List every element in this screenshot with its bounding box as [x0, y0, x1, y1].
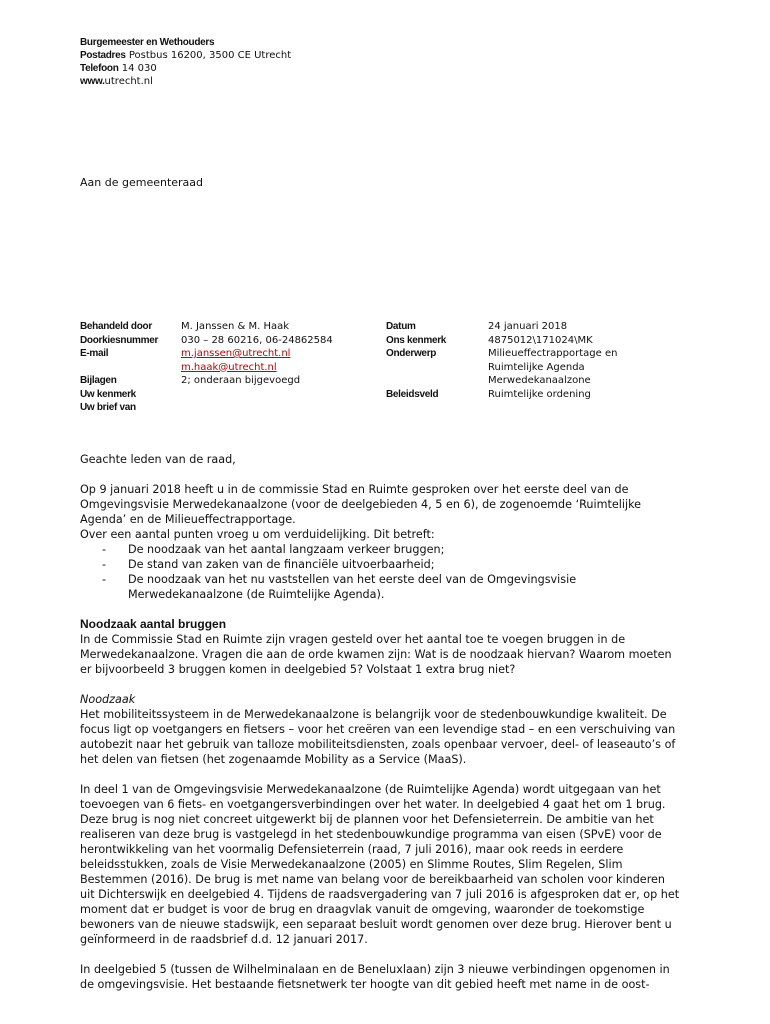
meta-label: Doorkiesnummer: [80, 334, 159, 346]
postadres-label: Postadres: [80, 50, 126, 61]
intro-paragraph: Op 9 januari 2018 heeft u in de commissie Stad en Ruimte gesproken over het eerste deel van de Omgevingsvisie Merwedekanaalzone (voor de deelgebieden 4, 5 en 6), de zogenoemde ‘Ruimtelijke Agenda’ en de Milieueffectrapportage.: [80, 483, 642, 526]
meta-row: [80, 361, 333, 375]
www-label: www.: [80, 76, 105, 87]
meta-value: 4875012\171024\MK: [488, 334, 593, 346]
meta-value: Milieueffectrapportage en Ruimtelijke Agenda Merwedekanaalzone: [488, 348, 618, 386]
meta-right-block: [386, 320, 638, 401]
list-item-text: De stand van zaken van de financiële uitvoerbaarheid;: [128, 558, 435, 571]
bullet-list: [80, 542, 680, 602]
paragraph: Het mobiliteitssysteem in de Merwedekanaalzone is belangrijk voor de stedenbouwkundige kwaliteit. De focus ligt op voetgangers en fietsers – voor het creëren van een levendige stad – en een verschuiving van autobezit naar het gebruik van talloze mobiliteitsdiensten, zoals openbaar vervoer, deel- of leaseauto’s of het delen van fietsen (het zogenaamde Mobility as a Service (MaaS).: [80, 708, 676, 766]
meta-label: Beleidsveld: [386, 388, 439, 400]
www-value: utrecht.nl: [104, 76, 153, 87]
salutation: Geachte leden van de raad,: [80, 453, 236, 466]
meta-value: 24 januari 2018: [488, 321, 568, 332]
paragraph: In deel 1 van de Omgevingsvisie Merwedekanaalzone (de Ruimtelijke Agenda) wordt uitgegaan van het toevoegen van 6 fiets- en voetgangersverbindingen over het water. In deelgebied 4 gaat het om 1 brug. Deze brug is nog niet concreet uitgewerkt bij de plannen voor het Defensieterrein. De ambitie van het realiseren van deze brug is vastgelegd in het stedenbouwkundige programma van eisen (SPvE) voor de herontwikkeling van het voormalig Defensieterrein (raad, 7 juli 2016), maar ook reeds in eerdere beleidsstukken, zoals de Visie Merwedekanaalzone (2005) en Slimme Routes, Slim Regelen, Slim Bestemmen (2016). De brug is met name van belang voor de bereikbaarheid van scholen voor kinderen uit Dichterswijk en deelgebied 4. Tijdens de raadsvergadering van 7 juli 2016 is afgesproken dat er, op het moment dat er budget is voor de brug en draagvlak vanuit de omgeving, waaronder de toekomstige bewoners van de nieuwe stadswijk, een separaat besluit wordt genomen over deze brug. Hierover bent u geïnformeerd in de raadsbrief d.d. 12 januari 2017.: [80, 783, 680, 946]
meta-label: Behandeld door: [80, 321, 152, 332]
meta-row: [80, 374, 333, 388]
meta-label: Datum: [386, 321, 416, 332]
meta-left-block: [80, 320, 333, 415]
email-link-haak[interactable]: m.haak@utrecht.nl: [181, 361, 277, 373]
paragraph: In deelgebied 5 (tussen de Wilhelminalaan en de Beneluxlaan) zijn 3 nieuwe verbindingen opgenomen in de omgevingsvisie. Het bestaande fietsnetwerk ter hoogte van dit gebied heeft met name in de oost-: [80, 963, 670, 991]
letter-body: [80, 452, 680, 992]
list-item-text: De noodzaak van het nu vaststellen van het eerste deel van de Omgevingsvisie Merwedekanaalzone (de Ruimtelijke Agenda).: [128, 573, 577, 601]
meta-row: [80, 388, 333, 402]
meta-label: Uw brief van: [80, 402, 136, 413]
meta-label: E-mail: [80, 348, 109, 359]
section-intro: In de Commissie Stad en Ruimte zijn vragen gesteld over het aantal toe te voegen bruggen in de Merwedekanaalzone. Vragen die aan de orde kwamen zijn: Wat is de noodzaak hiervan? Waarom moeten er bijvoorbeeld 3 bruggen komen in deelgebied 5? Volstaat 1 extra brug niet?: [80, 633, 672, 676]
meta-row: [386, 347, 638, 388]
addressee: Aan de gemeenteraad: [80, 176, 204, 189]
meta-value: Ruimtelijke ordening: [488, 388, 591, 400]
email-link-janssen[interactable]: m.janssen@utrecht.nl: [181, 348, 291, 359]
bullet-dash: -: [101, 558, 107, 571]
intro-paragraph-2: Over een aantal punten vroeg u om verduidelijking. Dit betreft:: [80, 528, 435, 541]
meta-label: Bijlagen: [80, 375, 117, 386]
telefoon-label: Telefoon: [80, 63, 119, 74]
list-item: [80, 572, 680, 602]
meta-row: [80, 320, 333, 334]
organisation-name: Burgemeester en Wethouders: [80, 37, 215, 48]
meta-value: 030 – 28 60216, 06-24862584: [181, 334, 333, 346]
meta-row: [386, 320, 638, 334]
section-heading: Noodzaak aantal bruggen: [80, 617, 227, 631]
letterhead: [80, 36, 291, 88]
meta-value: M. Janssen & M. Haak: [181, 321, 290, 332]
postadres-value: Postbus 16200, 3500 CE Utrecht: [128, 50, 292, 61]
meta-label: [80, 361, 181, 375]
meta-label: Ons kenmerk: [386, 334, 447, 346]
bullet-dash: -: [101, 573, 107, 586]
bullet-dash: -: [101, 543, 107, 556]
list-item: [80, 542, 680, 557]
subheading: Noodzaak: [80, 693, 136, 706]
meta-row: [80, 401, 333, 415]
list-item: [80, 557, 680, 572]
telefoon-value: 14 030: [121, 63, 157, 74]
meta-value: 2; onderaan bijgevoegd: [181, 375, 301, 386]
meta-row: [386, 334, 638, 348]
meta-row: [386, 388, 638, 402]
list-item-text: De noodzaak van het aantal langzaam verkeer bruggen;: [128, 543, 445, 556]
meta-row: [80, 334, 333, 348]
meta-label: Uw kenmerk: [80, 388, 136, 400]
meta-row: [80, 347, 333, 361]
meta-label: Onderwerp: [386, 348, 437, 359]
